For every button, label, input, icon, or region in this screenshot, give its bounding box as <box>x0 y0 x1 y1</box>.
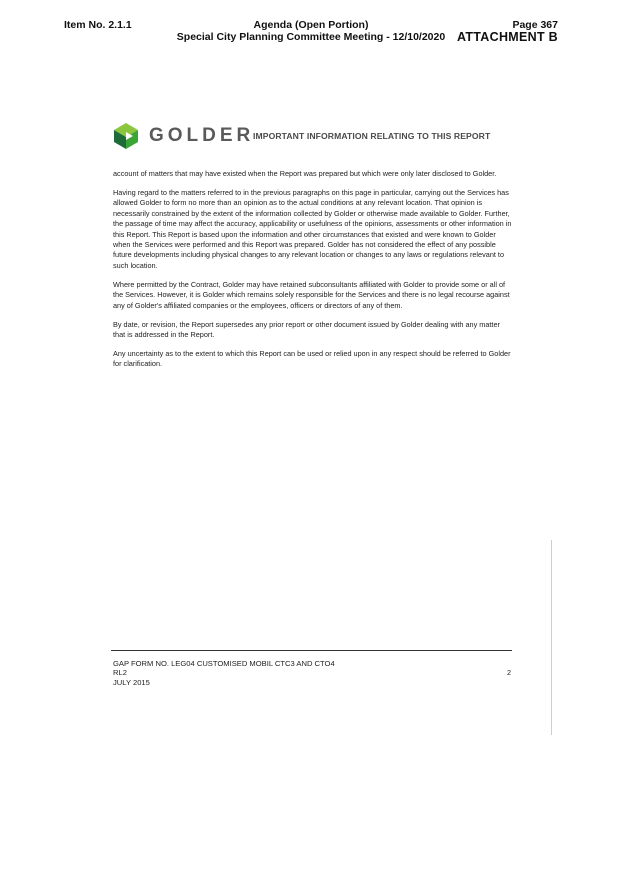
header-page-number: Page 367 <box>512 19 558 31</box>
header-meeting: Special City Planning Committee Meeting - 12/10/2020 <box>176 31 446 43</box>
paragraph: Any uncertainty as to the extent to which this Report can be used or relied upon in any respect should be referred to Golder for clarification. <box>113 349 511 369</box>
header-agenda: Agenda (Open Portion) <box>253 19 369 31</box>
paragraph: Where permitted by the Contract, Golder may have retained subconsultants affiliated with Golder to provide some or all of the Services. However, it is Golder which remains solely responsible for the Services and there is no legal recourse against any of Golder's affiliated companies or the employees, officers or directors of any of them. <box>113 279 510 310</box>
header-right <box>457 19 558 43</box>
header-item-no: Item No. 2.1.1 <box>64 19 132 31</box>
golder-logo-icon <box>113 122 139 150</box>
paragraph: account of matters that may have existed when the Report was prepared but which were only later disclosed to Golder. <box>113 169 497 178</box>
paragraph: By date, or revision, the Report supersedes any prior report or other document issued by Golder dealing with any matter that is addressed in the Report. <box>113 319 500 340</box>
footer <box>113 659 335 687</box>
paragraph: Having regard to the matters referred to in the previous paragraphs on this page in particular, carrying out the Services has allowed Golder to form no more than an opinion as to the actual conditions at any relevant location. That opinion is necessarily constrained by the extent of the information collected by Golder or otherwise made available to Golder. Further, the passage of time may affect the accuracy, applicability or usefulness of the opinions, assessments or other information in this Report. This Report is based upon the information and other circumstances that existed and were known to Golder when the Services were performed and this Report was prepared. Golder has not considered the effect of any possible future developments including physical changes to any relevant location or changes to any laws or regulations relevant to such location. <box>113 188 512 270</box>
scan-edge-line <box>551 540 552 735</box>
footer-date: JULY 2015 <box>113 677 150 687</box>
footer-divider <box>111 650 512 651</box>
header-attachment: ATTACHMENT B <box>456 30 558 44</box>
footer-page-number: 2 <box>507 668 511 677</box>
report-heading: IMPORTANT INFORMATION RELATING TO THIS REPORT <box>253 131 491 141</box>
golder-brand: GOLDER <box>149 125 255 146</box>
body-text <box>113 169 513 378</box>
footer-rl: RL2 <box>113 668 127 678</box>
footer-form: GAP FORM NO. LEG04 CUSTOMISED MOBIL CTC3 AND CTO4 <box>113 659 335 668</box>
